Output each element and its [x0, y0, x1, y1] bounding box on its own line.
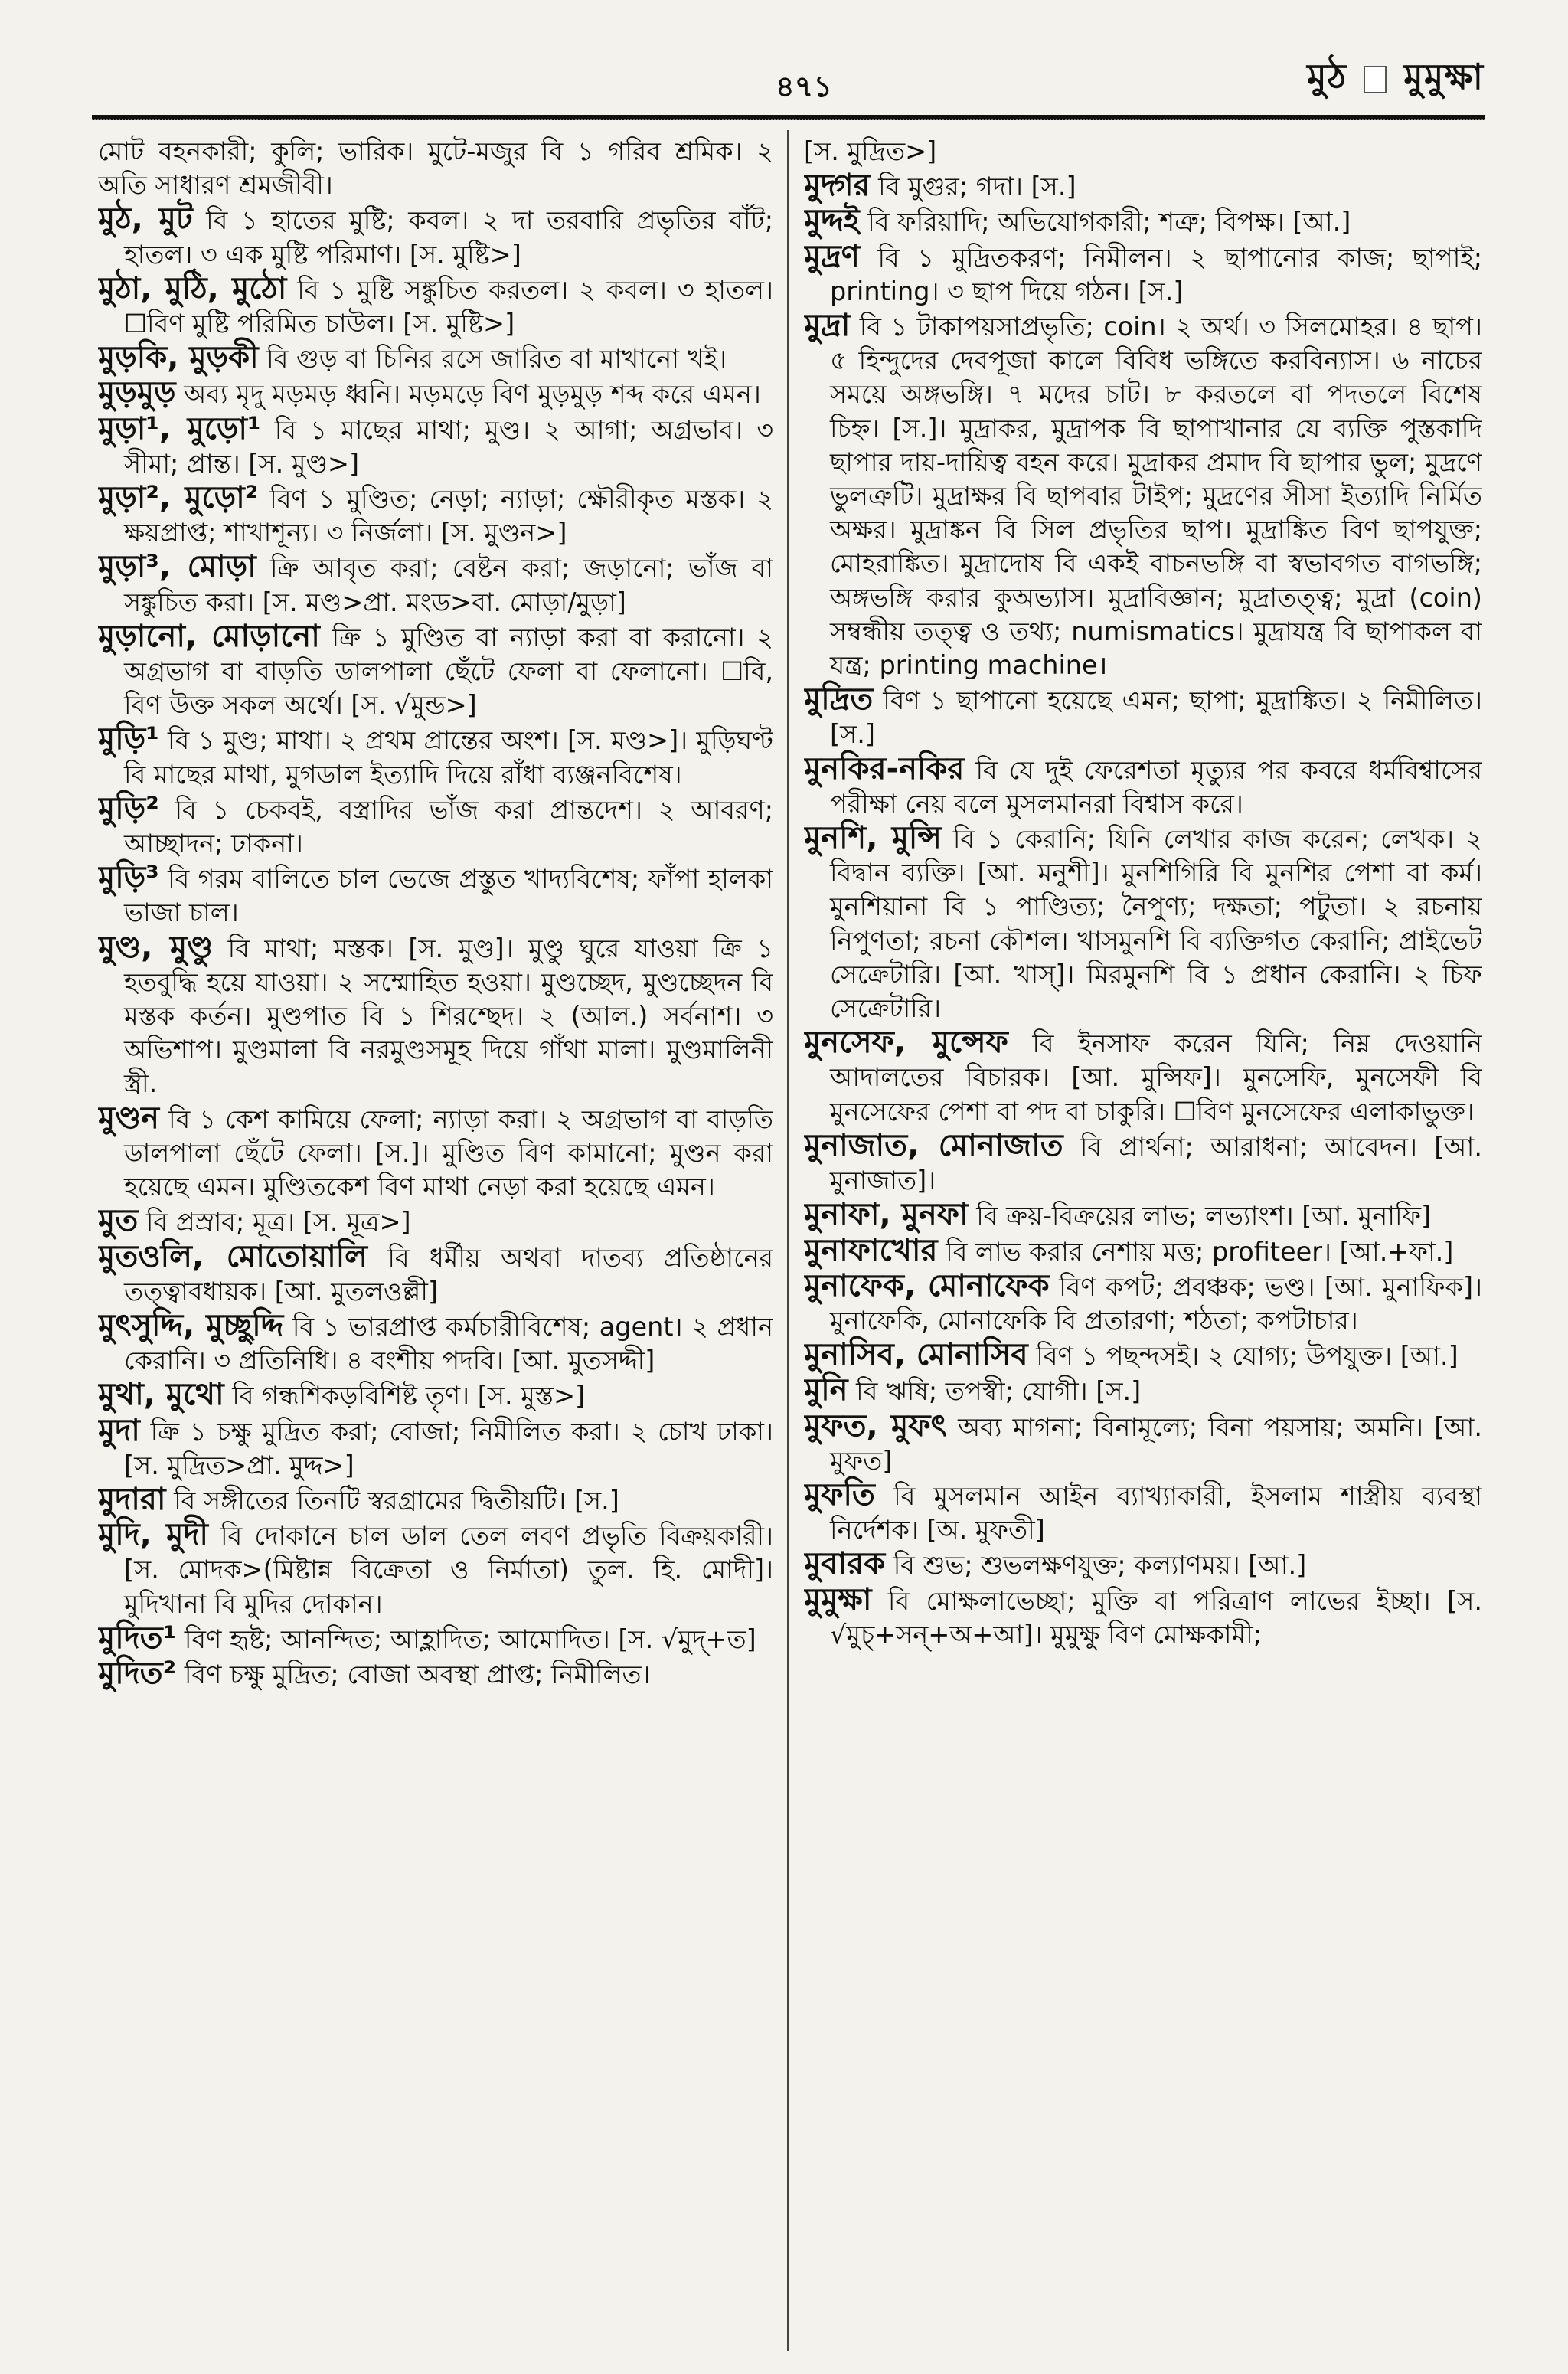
dictionary-entry [98, 135, 773, 202]
dictionary-entry [804, 240, 1482, 309]
entry-definition: বি ১ মাছের মাথা; মুণ্ড। ২ আগা; অগ্রভাব। ৩ সীমা; প্রান্ত। [স. মুণ্ড>] [124, 414, 773, 479]
entry-definition: বি ১ চেকবই, বস্ত্রাদির ভাঁজ করা প্রান্তদেশ। ২ আবরণ; আচ্ছাদন; ঢাকনা। [124, 794, 773, 859]
entry-definition: বি প্রস্রাব; মূত্র। [স. মূত্র>] [138, 1207, 411, 1238]
entry-headword: মুত [98, 1203, 139, 1239]
entry-headword: মুদিত¹ [98, 1620, 177, 1656]
entry-headword: মুদারা [98, 1481, 166, 1517]
dictionary-entry [804, 1338, 1482, 1373]
entry-headword: মুথা, মুথো [98, 1377, 224, 1413]
entry-definition: বি গন্ধশিকড়বিশিষ্ট তৃণ। [স. মুস্ত>] [224, 1381, 586, 1411]
entry-definition: বি লাভ করার নেশায় মত্ত; profiteer। [আ.+ফা.] [937, 1236, 1454, 1267]
entry-headword: মুদ্গর [804, 168, 871, 204]
entry-definition: বি ১ ভারপ্রাপ্ত কর্মচারীবিশেষ; agent। ২ প্রধান কেরানি। ৩ প্রতিনিধি। ৪ বংশীয় পদবি। [আ. মুতসদ্দী] [124, 1311, 773, 1376]
right-column [804, 135, 1482, 2356]
entry-headword: মুদিত² [98, 1655, 177, 1691]
entry-definition: বি মুসলমান আইন ব্যাখ্যাকারী, ইসলাম শাস্ত্রীয় ব্যবস্থা নির্দেশক। [অ. মুফতী] [830, 1480, 1482, 1545]
entry-definition: মোট বহনকারী; কুলি; ভারিক। মুটে-মজুর বি ১ গরিব শ্রমিক। ২ অতি সাধারণ শ্রমজীবী। [98, 136, 773, 201]
entry-headword: মুদ্দই [804, 203, 860, 239]
entry-headword: মুনাফাখোর [804, 1232, 938, 1268]
dictionary-entry [98, 861, 773, 930]
dictionary-entry [98, 1309, 773, 1378]
dictionary-entry [804, 1547, 1482, 1582]
dictionary-entry [804, 821, 1482, 1025]
dictionary-entry [804, 204, 1482, 239]
dictionary-entry [98, 272, 773, 341]
entry-headword: মুনশি, মুন্সি [804, 820, 942, 856]
entry-headword: মুদ্রিত [804, 682, 874, 718]
dictionary-entry [804, 752, 1482, 821]
entry-headword: মুড়মুড় [98, 375, 176, 411]
entry-definition: বি যে দুই ফেরেশতা মৃত্যুর পর কবরে ধর্মবিশ্বাসের পরীক্ষা নেয় বলে মুসলমানরা বিশ্বাস করে। [830, 754, 1482, 819]
page-header [0, 0, 1568, 115]
entry-definition: বি গুড় বা চিনির রসে জারিত বা মাখানো খই। [258, 344, 727, 374]
entry-definition: বিণ ১ ছাপানো হয়েছে এমন; ছাপা; মুদ্রাঙ্কিত। ২ নিমীলিত। [স.] [830, 685, 1482, 750]
entry-headword: মুদ্রণ [804, 238, 860, 274]
dictionary-entry [804, 1478, 1482, 1547]
dictionary-entry [804, 1269, 1482, 1338]
entry-definition: বি প্রার্থনা; আরাধনা; আবেদন। [আ. মুনাজাত]। [830, 1131, 1482, 1196]
entry-definition: বি সঙ্গীতের তিনটি স্বরগ্রামের দ্বিতীয়টি। [স.] [165, 1485, 619, 1516]
entry-definition: বি ১ মুদ্রিতকরণ; নিমীলন। ২ ছাপানোর কাজ; ছাপাই; printing। ৩ ছাপ দিয়ে গঠন। [স.] [830, 242, 1482, 306]
entry-definition: বি ইনসাফ করেন যিনি; নিম্ন দেওয়ানি আদালতের বিচারক। [আ. মুন্সিফ]। মুনসেফি, মুনসেফী বি মুনসেফের পেশা বা পদ বা চাকুরি। ☐বিণ মুনসেফের এলাকাভুক্ত। [830, 1028, 1482, 1127]
dictionary-entry [804, 309, 1482, 682]
dictionary-entry [804, 682, 1482, 751]
entry-definition: বিণ কপট; প্রবঞ্চক; ভণ্ড। [আ. মুনাফিক]। মুনাফেকি, মোনাফেকি বি প্রতারণা; শঠতা; কপটাচার। [830, 1271, 1482, 1336]
dictionary-entry [98, 412, 773, 481]
entry-definition: বিণ হৃষ্ট; আনন্দিত; আহ্লাদিত; আমোদিত। [স. √মুদ্+ত] [176, 1624, 756, 1654]
entry-headword: মুদি, মুদী [98, 1517, 208, 1553]
guide-word-last: মুমুক্ষা [1403, 56, 1484, 97]
dictionary-entry [98, 722, 773, 791]
entry-definition: বি ১ হাতের মুষ্টি; কবল। ২ দা তরবারি প্রভৃতির বাঁট; হাতল। ৩ এক মুষ্টি পরিমাণ। [স. মুষ্টি>] [124, 205, 773, 270]
entry-definition: অব্য মাগনা; বিনামূল্যে; বিনা পয়সায়; অমনি। [আ. মুফত] [830, 1411, 1482, 1476]
dictionary-entry [98, 1414, 773, 1483]
entry-definition: বি মোক্ষলাভেচ্ছা; মুক্তি বা পরিত্রাণ লাভের ইচ্ছা। [স. √মুচ্+সন্+অ+আ]। মুমুক্ষু বিণ মোক্ষকামী; [830, 1585, 1482, 1650]
entry-headword: মুণ্ড, মুণ্ডু [98, 929, 214, 965]
entry-headword: মুনকির-নকির [804, 750, 965, 786]
dictionary-entry [98, 376, 773, 411]
entry-definition: ক্রি ১ মুণ্ডিত বা ন্যাড়া করা বা করানো। ২ অগ্রভাগ বা বাড়তি ডালপালা ছেঁটে ফেলা বা ফেলানো। ☐বি, বিণ উক্ত সকল অর্থে। [স. √মুন্ড>] [124, 622, 773, 721]
dictionary-entry [98, 550, 773, 619]
entry-definition: বি গরম বালিতে চাল ভেজে প্রস্তুত খাদ্যবিশেষ; ফাঁপা হালকা ভাজা চাল। [124, 864, 773, 928]
entry-definition: বিণ ১ পছন্দসই। ২ যোগ্য; উপযুক্ত। [আ.] [1027, 1341, 1459, 1372]
entry-definition: বিণ চক্ষু মুদ্রিত; বোজা অবস্থা প্রাপ্ত; নিমীলিত। [176, 1659, 651, 1689]
entry-headword: মুড়া³, মোড়া [98, 549, 256, 585]
entry-headword: মুনাফা, মুনফা [804, 1197, 969, 1233]
entry-headword: মুড়ি³ [98, 860, 159, 896]
entry-definition: অব্য মৃদু মড়মড় ধ্বনি। মড়মড়ে বিণ মুড়মুড় শব্দ করে এমন। [175, 379, 761, 410]
dictionary-entry [804, 135, 1482, 168]
dictionary-entry [98, 341, 773, 376]
entry-headword: মুদ্রা [804, 308, 851, 344]
page-number: ৪৭১ [775, 70, 833, 103]
dictionary-entry [98, 1656, 773, 1692]
entry-headword: মুঠা, মুঠি, মুঠো [98, 270, 287, 306]
entry-headword: মুনাসিব, মোনাসিব [804, 1337, 1028, 1373]
dictionary-entry [98, 1204, 773, 1239]
dictionary-entry [804, 1025, 1482, 1129]
entry-definition: বি মুগুর; গদা। [স.] [870, 172, 1076, 202]
dictionary-entry [98, 1240, 773, 1309]
entry-definition: বি ১ কেরানি; যিনি লেখার কাজ করেন; লেখক। ২ বিদ্বান ব্যক্তি। [আ. মনুশী]। মুনশিগিরি বি মুনশির পেশা বা কর্ম। মুনশিয়ানা বি ১ পাণ্ডিত্য; নৈপুণ্য; দক্ষতা; পটুতা। ২ রচনায় নিপুণতা; রচনা কৌশল। খাসমুনশি বি ব্যক্তিগত কেরানি; প্রাইভেট সেক্রেটারি। [আ. খাস্]। মিরমুনশি বি ১ প্রধান কেরানি। ২ চিফ সেক্রেটারি। [830, 824, 1482, 1024]
dictionary-entry [98, 1101, 773, 1205]
header-rule [92, 115, 1485, 120]
entry-headword: মুনাফেক, মোনাফেক [804, 1267, 1050, 1303]
entry-headword: মুনি [804, 1372, 848, 1408]
entry-headword: মুবারক [804, 1546, 886, 1582]
entry-definition: [স. মুদ্রিত>] [804, 136, 937, 166]
entry-definition: বিণ ১ মুণ্ডিত; নেড়া; ন্যাড়া; ক্ষৌরীকৃত মস্তক। ২ ক্ষয়প্রাপ্ত; শাখাশূন্য। ৩ নির্জলা। [স. মুণ্ডন>] [124, 484, 773, 548]
entry-headword: মুড়ানো, মোড়ানো [98, 618, 320, 654]
entry-headword: মুড়ি² [98, 790, 159, 826]
entry-definition: বি ১ মুণ্ড; মাথা। ২ প্রথম প্রান্তের অংশ। [স. মণ্ড>]। মুড়িঘণ্ট বি মাছের মাথা, মুগডাল ইত্যাদি দিয়ে রাঁধা ব্যঞ্জনবিশেষ। [124, 725, 773, 790]
dictionary-entry [804, 1129, 1482, 1198]
dictionary-entry [98, 202, 773, 271]
entry-definition: বি ঋষি; তপস্বী; যোগী। [স.] [848, 1376, 1142, 1407]
entry-definition: বি ১ টাকাপয়সাপ্রভৃতি; coin। ২ অর্থ। ৩ সিলমোহর। ৪ ছাপ। ৫ হিন্দুদের দেবপূজা কালে বিবিধ ভঙ্গিতে করবিন্যাস। ৬ নাচের সময়ে অঙ্গভঙ্গি। ৭ মদের চাট। ৮ করতলে বা পদতলে বিশেষ চিহ্ন। [স.]। মুদ্রাকর, মুদ্রাপক বি ছাপাখানার যে ব্যক্তি পুস্তকাদি ছাপার দায়-দায়িত্ব বহন করে। মুদ্রাকর প্রমাদ বি ছাপার ভুল; মুদ্রণে ভুলত্রুটি। মুদ্রাক্ষর বি ছাপবার টাইপ; মুদ্রণের সীসা ইত্যাদি নির্মিত অক্ষর। মুদ্রাঙ্কন বি সিল প্রভৃতির ছাপ। মুদ্রাঙ্কিত বিণ ছাপযুক্ত; মোহরাঙ্কিত। মুদ্রাদোষ বি একই বাচনভঙ্গি বা স্বভাবগত বাগভঙ্গি; অঙ্গভঙ্গি করার কুঅভ্যাস। মুদ্রাবিজ্ঞান; মুদ্রাতত্ত্ব; মুদ্রা (coin) সম্বন্ধীয় তত্ত্ব ও তথ্য; numismatics। মুদ্রাযন্ত্র বি ছাপাকল বা যন্ত্র; printing machine। [830, 312, 1482, 681]
square-icon [1364, 66, 1387, 93]
dictionary-entry [804, 168, 1482, 204]
guide-word-first: মুঠ [1307, 56, 1348, 97]
dictionary-entry [804, 1583, 1482, 1652]
entry-definition: বি ১ কেশ কামিয়ে ফেলা; ন্যাড়া করা। ২ অগ্রভাগ বা বাড়তি ডালপালা ছেঁটে ফেলা। [স.]। মুণ্ডিত বিণ কামানো; মুণ্ডন করা হয়েছে এমন। মুণ্ডিতকেশ বিণ মাথা নেড়া করা হয়েছে এমন। [124, 1104, 773, 1202]
guide-words [1307, 51, 1484, 109]
entry-headword: মুড়কি, মুড়কী [98, 340, 259, 376]
entry-headword: মুনসেফ, মুন্সেফ [804, 1025, 1008, 1061]
dictionary-entry [98, 930, 773, 1101]
entry-headword: মুনাজাত, মোনাজাত [804, 1127, 1063, 1163]
entry-definition: বি ধর্মীয় অথবা দাতব্য প্রতিষ্ঠানের তত্ত্বাবধায়ক। [আ. মুতলওল্লী] [124, 1242, 773, 1306]
entry-definition: বি ফরিয়াদি; অভিযোগকারী; শত্রু; বিপক্ষ। [আ.] [859, 207, 1351, 237]
entry-definition: বি ক্রয়-বিক্রয়ের লাভ; লভ্যাংশ। [আ. মুনাফি] [968, 1201, 1432, 1231]
entry-headword: মুঠ, মুট [98, 201, 193, 237]
entry-headword: মুদা [98, 1412, 140, 1448]
dictionary-entry [804, 1234, 1482, 1269]
left-column [98, 135, 773, 2356]
dictionary-entry [804, 1198, 1482, 1233]
dictionary-entry [804, 1373, 1482, 1408]
entry-definition: বি দোকানে চাল ডাল তেল লবণ প্রভৃতি বিক্রয়কারী। [স. মোদক>(মিষ্টান্ন বিক্রেতা ও নির্মাতা) তুল. হি. মোদী]। মুদিখানা বি মুদির দোকান। [124, 1521, 773, 1619]
entry-definition: বি মাথা; মস্তক। [স. মুণ্ড]। মুণ্ডু ঘুরে যাওয়া ক্রি ১ হতবুদ্ধি হয়ে যাওয়া। ২ সম্মোহিত হওয়া। মুণ্ডচ্ছেদ, মুণ্ডচ্ছেদন বি মস্তক কর্তন। মুণ্ডপাত বি ১ শিরশ্ছেদ। ২ (আল.) সর্বনাশ। ৩ অভিশাপ। মুণ্ডমালা বি নরমুণ্ডসমূহ দিয়ে গাঁথা মালা। মুণ্ডমালিনী স্ত্রী. [124, 933, 773, 1099]
entry-headword: মুমুক্ষা [804, 1581, 872, 1617]
dictionary-entry [804, 1409, 1482, 1478]
dictionary-entry [98, 792, 773, 861]
entry-headword: মুফত, মুফৎ [804, 1408, 947, 1444]
entry-headword: মুফতি [804, 1476, 875, 1512]
entry-definition: ক্রি ১ চক্ষু মুদ্রিত করা; বোজা; নিমীলিত করা। ২ চোখ ঢাকা। [স. মুদ্রিত>প্রা. মুদ্দ>] [124, 1416, 773, 1480]
entry-definition: বি শুভ; শুভলক্ষণযুক্ত; কল্যাণময়। [আ.] [885, 1550, 1307, 1581]
dictionary-entry [98, 1518, 773, 1621]
dictionary-entry [98, 1378, 773, 1413]
dictionary-entry [98, 1621, 773, 1656]
entry-definition: ক্রি আবৃত করা; বেষ্টন করা; জড়ানো; ভাঁজ বা সঙ্কুচিত করা। [স. মণ্ড>প্রা. মংড>বা. মোড়া/মুড়া] [124, 553, 773, 617]
entry-definition: বি ১ মুষ্টি সঙ্কুচিত করতল। ২ কবল। ৩ হাতল। ☐বিণ মুষ্টি পরিমিত চাউল। [স. মুষ্টি>] [124, 274, 773, 339]
column-divider [787, 130, 789, 2351]
entry-headword: মুণ্ডন [98, 1100, 159, 1136]
entry-headword: মুতওলি, মোতোয়ালি [98, 1238, 368, 1274]
entry-headword: মুৎসুদ্দি, মুচ্ছুদ্দি [98, 1307, 284, 1343]
dictionary-entry [98, 481, 773, 550]
entry-headword: মুড়া², মুড়ো² [98, 480, 259, 516]
entry-headword: মুড়া¹, মুড়ো¹ [98, 410, 261, 446]
entry-headword: মুড়ি¹ [98, 721, 159, 757]
dictionary-entry [98, 1483, 773, 1518]
dictionary-entry [98, 620, 773, 723]
